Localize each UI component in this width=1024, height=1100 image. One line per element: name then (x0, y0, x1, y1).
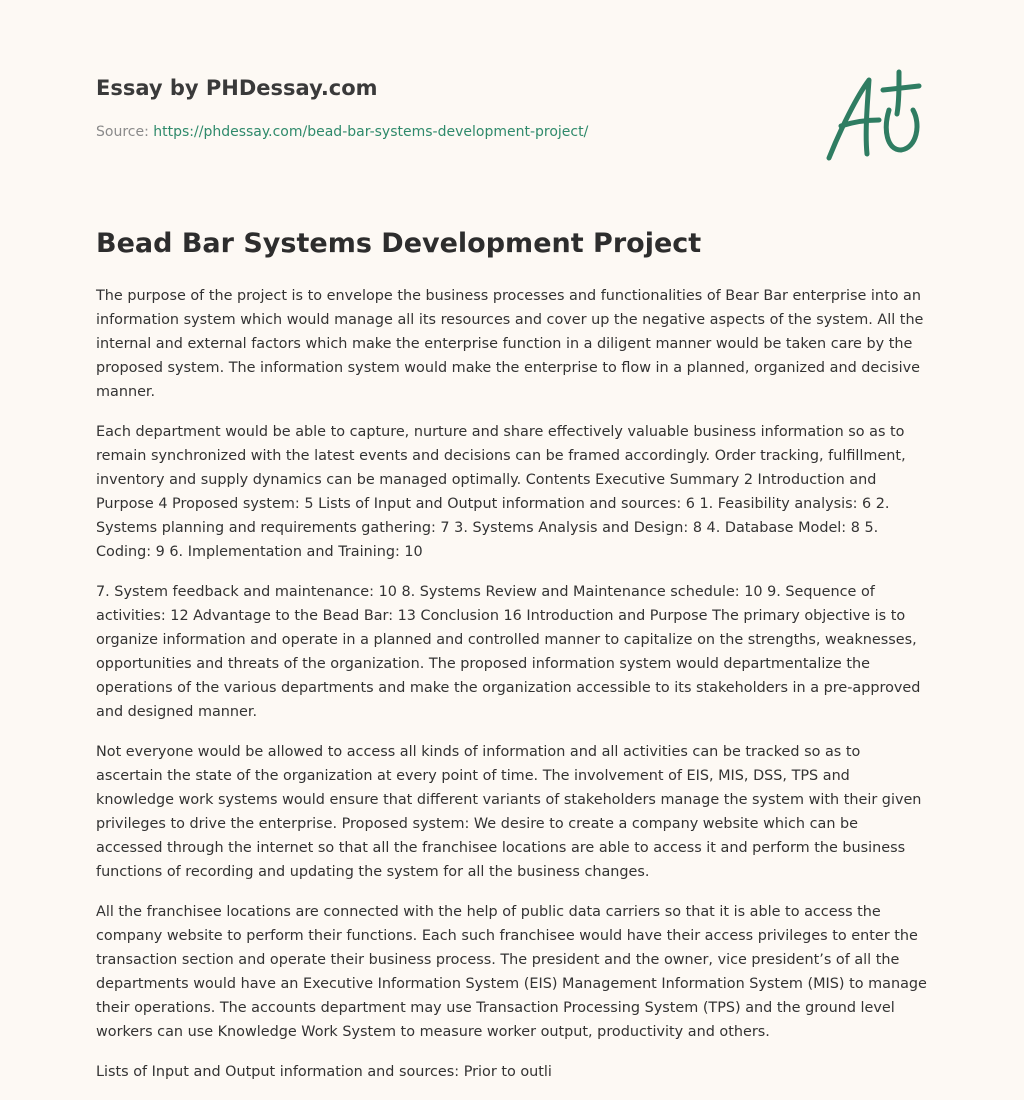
source-line (96, 124, 588, 140)
source-label: Source: (96, 124, 154, 140)
a-plus-logo-icon (823, 68, 927, 168)
article-title: Bead Bar Systems Development Project (96, 228, 702, 259)
article-body (96, 284, 928, 1100)
article-paragraph: Lists of Input and Output information and sources: Prior to outli (96, 1064, 552, 1080)
source-link[interactable]: https://phdessay.com/bead-bar-systems-development-project/ (153, 124, 589, 140)
article-paragraph: Not everyone would be allowed to access all kinds of information and all activities can be tracked so as to ascertain the state of the organization at every point of time. The involvement of EIS, MIS, DSS, TPS and knowledge work systems would ensure that different variants of stakeholders manage the system with their given privileges to drive the enterprise. Proposed system: We desire to create a company website which can be accessed through the internet so that all the franchisee locations are able to access it and perform the business functions of recording and updating the system for all the business changes. (96, 744, 922, 880)
site-brand: Essay by PHDessay.com (96, 76, 378, 100)
article-paragraph: The purpose of the project is to envelope the business processes and functionalities of Bear Bar enterprise into an information system which would manage all its resources and cover up the negative aspects of the system. All the internal and external factors which make the enterprise function in a diligent manner would be taken care by the proposed system. The information system would make the enterprise to flow in a planned, organized and decisive manner. (96, 288, 924, 400)
article-paragraph: 7. System feedback and maintenance: 10 8. Systems Review and Maintenance schedule: 10 9. Sequence of activities: 12 Advantage to the Bead Bar: 13 Conclusion 16 Introduction and Purpose The primary objective is to organize information and operate in a planned and controlled manner to capitalize on the strengths, weaknesses, opportunities and threats of the organization. The proposed information system would departmentalize the operations of the various departments and make the organization accessible to its stakeholders in a pre-approved and designed manner. (96, 584, 921, 720)
article-paragraph: All the franchisee locations are connected with the help of public data carriers so that it is able to access the company website to perform their functions. Each such franchisee would have their access privileges to enter the transaction section and operate their business process. The president and the owner, vice president’s of all the departments would have an Executive Information System (EIS) Management Information System (MIS) to manage their operations. The accounts department may use Transaction Processing System (TPS) and the ground level workers can use Knowledge Work System to measure worker output, productivity and others. (96, 904, 927, 1040)
page-header (96, 0, 928, 180)
article-paragraph: Each department would be able to capture, nurture and share effectively valuable business information so as to remain synchronized with the latest events and decisions can be framed accordingly. Order tracking, fulfillment, inventory and supply dynamics can be managed optimally. Contents Executive Summary 2 Introduction and Purpose 4 Proposed system: 5 Lists of Input and Output information and sources: 6 1. Feasibility analysis: 6 2. Systems planning and requirements gathering: 7 3. Systems Analysis and Design: 8 4. Database Model: 8 5. Coding: 9 6. Implementation and Training: 10 (96, 424, 906, 560)
